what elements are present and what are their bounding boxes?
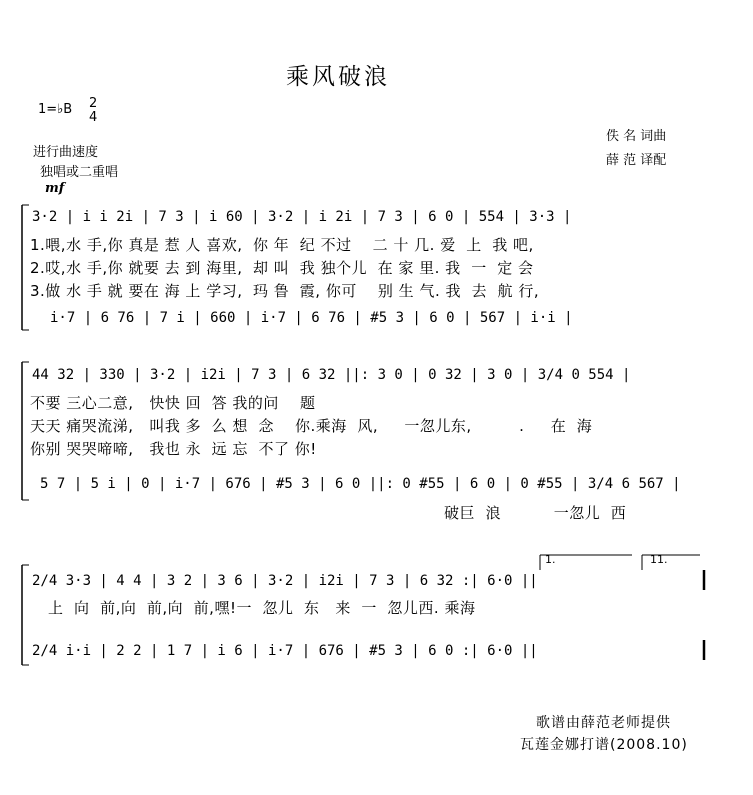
system1-lyrics-verse2: 2.哎,水 手,你 就要 去 到 海里, 却 叫 我 独个儿 在 家 里. 我 一 定 会 [30,259,534,277]
system1-lyrics-verse3: 3.做 水 手 就 要在 海 上 学习, 玛 鲁 霞, 你可 别 生 气. 我 去 航 行, [30,282,540,300]
dynamic-marking: mf [45,181,65,196]
system2-melody: 44 32 | 330 | 3·2 | i2i | 7 3 | 6 32 ||: 3 0 | 0 32 | 3 0 | 3/4 0 554 | [32,367,631,383]
system1-lyrics-verse1: 1.喂,水 手,你 真是 惹 人 喜欢, 你 年 纪 不过 二 十 几. 爱 上 我 吧, [30,236,534,254]
system2-lyrics-verse1: 不要 三心二意, 快快 回 答 我的问 题 [30,394,316,412]
credit-typist: 瓦莲金娜打谱(2008.10) [520,737,688,753]
time-signature-top: 2 [89,96,98,111]
credit-provider: 歌谱由薛范老师提供 [536,715,671,731]
volta-2-label: 11. [650,553,668,566]
tempo-marking: 进行曲速度 [33,145,99,160]
volta-1-label: 1. [545,553,556,566]
system2-harmony: 5 7 | 5 i | 0 | i·7 | 676 | #5 3 | 6 0 ||: 0 #55 | 6 0 | 0 #55 | 3/4 6 567 | [40,476,681,492]
song-title: 乘风破浪 [286,64,390,90]
system2-lyrics-verse2: 天天 痛哭流涕, 叫我 多 么 想 念 你.乘海 风, 一忽儿东, . 在 海 [30,417,593,435]
key-signature: 1=♭B [38,102,73,117]
system1-harmony: i·7 | 6 76 | 7 i | 660 | i·7 | 6 76 | #5 3 | 6 0 | 567 | i·i | [50,310,573,326]
system3-harmony: 2/4 i·i | 2 2 | 1 7 | i 6 | i·7 | 676 | #5 3 | 6 0 :| 6·0 || [32,643,538,659]
voicing-note: 独唱或二重唱 [40,165,119,180]
system2-lyrics-verse3: 你别 哭哭啼啼, 我也 永 远 忘 不了 你! [30,440,317,458]
translator: 薛 范 译配 [606,153,667,168]
system2-harmony-lyrics: 破巨 浪 一忽儿 西 [444,504,627,522]
lyricist-composer: 佚 名 词曲 [606,129,667,144]
time-signature-bottom: 4 [89,110,98,125]
system3-lyrics: 上 向 前,向 前,向 前,嘿!一 忽儿 东 来 一 忽儿西. 乘海 [48,599,476,617]
system3-melody: 2/4 3·3 | 4 4 | 3 2 | 3 6 | 3·2 | i2i | 7 3 | 6 32 :| 6·0 || [32,573,538,589]
system1-melody: 3·2 | i i 2i | 7 3 | i 60 | 3·2 | i 2i | 7 3 | 6 0 | 554 | 3·3 | [32,209,572,225]
